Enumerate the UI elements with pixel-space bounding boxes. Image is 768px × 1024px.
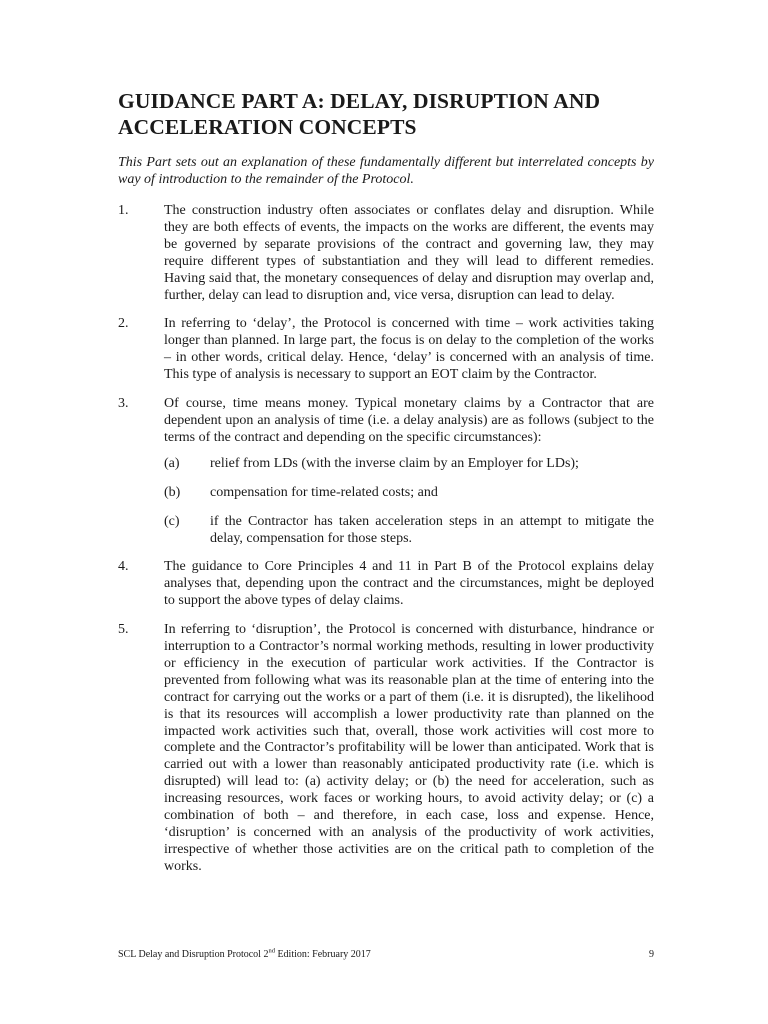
footer-title-superscript: nd bbox=[268, 947, 275, 955]
page-footer bbox=[118, 949, 654, 961]
sub-item-text: compensation for time-related costs; and bbox=[210, 484, 438, 500]
paragraph-number: 2. bbox=[118, 316, 129, 332]
heading-line-2: ACCELERATION CONCEPTS bbox=[118, 115, 417, 139]
sub-list bbox=[164, 456, 654, 548]
paragraph-body bbox=[164, 396, 654, 547]
paragraph-text: In referring to ‘delay’, the Protocol is concerned with time – work activities taking longer than planned. In large part, the focus is on delay to the completion of the works – in other words, critical delay. Hence, ‘delay’ is concerned with an analysis of time. This type of analysis is necessary to support an EOT claim by the Contractor. bbox=[164, 316, 654, 383]
paragraph-1 bbox=[118, 203, 654, 304]
sub-item-c bbox=[164, 514, 654, 548]
paragraph-number: 1. bbox=[118, 203, 129, 218]
sub-item-a bbox=[164, 456, 654, 473]
page-title bbox=[118, 88, 654, 140]
page-number: 9 bbox=[649, 949, 654, 960]
footer-title-prefix: SCL Delay and Disruption Protocol 2 bbox=[118, 949, 269, 960]
paragraph-text: The guidance to Core Principles 4 and 11 in Part B of the Protocol explains delay analyses that, depending upon the contract and the circumstances, might be deployed to support the above types of delay claims. bbox=[164, 559, 654, 609]
paragraph-number: 5. bbox=[118, 622, 129, 638]
paragraph-number: 4. bbox=[118, 559, 129, 575]
paragraph-2 bbox=[118, 316, 654, 384]
sub-item-letter: (b) bbox=[164, 484, 181, 500]
paragraph-5 bbox=[118, 622, 654, 876]
paragraph-text: The construction industry often associates or conflates delay and disruption. While they are both effects of events, the impacts on the works are different, the events may be governed by separate provisions of the contract and governing law, they may require different types of substantiation and they will lead to different remedies. Having said that, the monetary consequences of delay and disruption may overlap and, further, delay can lead to disruption and, vice versa, disruption can lead to delay. bbox=[164, 203, 654, 303]
paragraph-4 bbox=[118, 559, 654, 610]
sub-item-b bbox=[164, 485, 654, 502]
paragraph-number: 3. bbox=[118, 396, 129, 412]
paragraph-text: In referring to ‘disruption’, the Protocol is concerned with disturbance, hindrance or interruption to a Contractor’s normal working methods, resulting in lower productivity or efficiency in the execution of particular work activities. If the Contractor is prevented from following what was its reasonable plan at the time of entering into the contract for carrying out the works or a part of them (i.e. it is disrupted), the likelihood is that its resources will accomplish a lower productivity rate than planned on the impacted work activities such that, overall, those work activities will cost more to complete and the Contractor’s profitability will be lower than anticipated. Work that is carried out with a lower than reasonably anticipated productivity rate (i.e. which is disrupted) will lead to: (a) activity delay; or (b) the need for acceleration, such as increasing resources, work faces or working hours, to avoid activity delay; or (c) a combination of both – and therefore, in each case, loss and expense. Hence, ‘disruption’ is concerned with an analysis of the productivity of work activities, irrespective of whether those activities are on the critical path to completion of the works. bbox=[164, 622, 654, 874]
paragraph-text: Of course, time means money. Typical monetary claims by a Contractor that are dependent upon an analysis of time (i.e. a delay analysis) are as follows (subject to the terms of the contract and depending on the specific circumstances): bbox=[164, 396, 654, 445]
footer-title bbox=[118, 949, 371, 961]
sub-item-letter: (c) bbox=[164, 513, 180, 529]
intro-paragraph: This Part sets out an explanation of these fundamentally different but interrelated concepts by way of introduction to the remainder of the Protocol. bbox=[118, 155, 654, 187]
footer-title-suffix: Edition: February 2017 bbox=[274, 949, 371, 960]
sub-item-text: relief from LDs (with the inverse claim by an Employer for LDs); bbox=[210, 455, 579, 471]
paragraph-3 bbox=[118, 396, 654, 547]
document-body bbox=[118, 88, 654, 888]
sub-item-letter: (a) bbox=[164, 455, 180, 471]
sub-item-text: if the Contractor has taken acceleration steps in an attempt to mitigate the delay, compensation for those steps. bbox=[210, 513, 654, 546]
heading-line-1: GUIDANCE PART A: DELAY, DISRUPTION AND bbox=[118, 89, 601, 113]
